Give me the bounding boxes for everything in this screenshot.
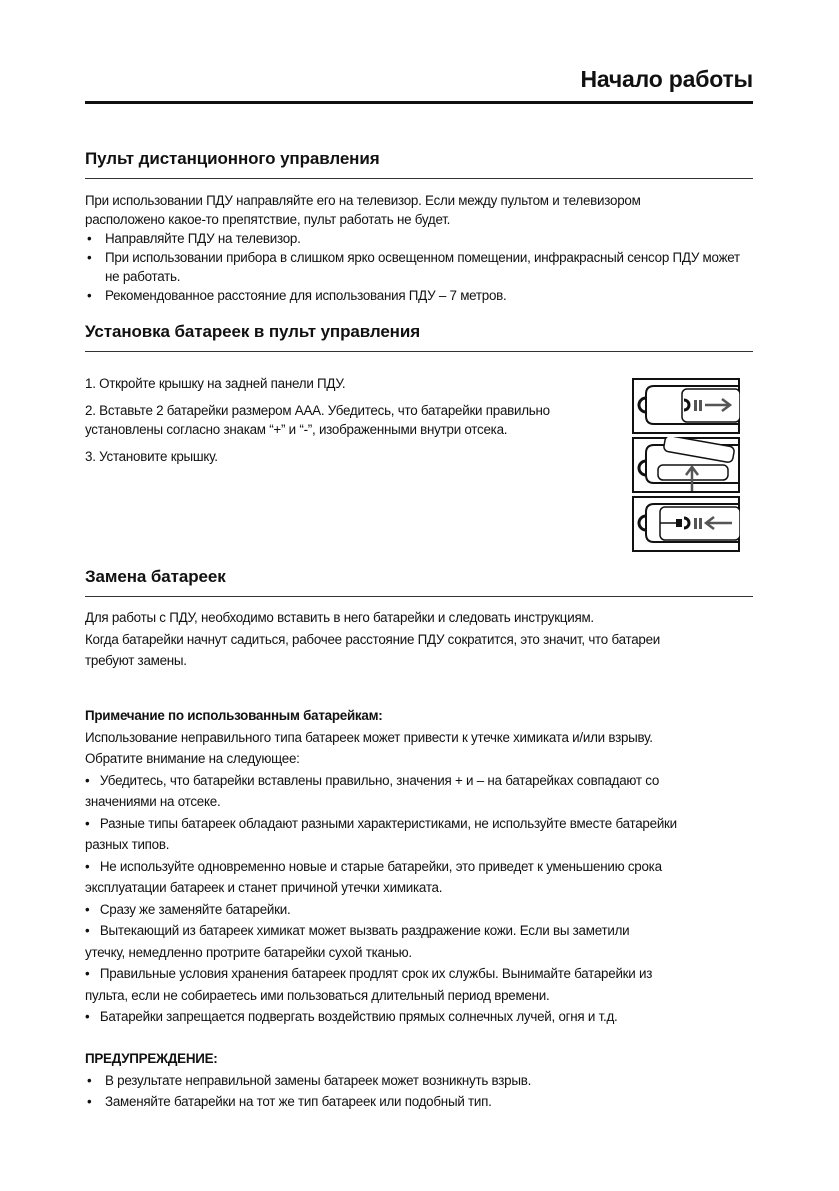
paragraph: расположено какое-то препятствие, пульт работать не будет. <box>85 212 451 227</box>
section-heading-install: Установка батареек в пульт управления <box>85 322 421 341</box>
battery-installation-illustration <box>632 378 740 555</box>
section-divider <box>85 178 753 179</box>
step: 1. Откройте крышку на задней панели ПДУ. <box>85 376 346 391</box>
insert-batteries-figure <box>632 437 740 493</box>
paragraph: Для работы с ПДУ, необходимо вставить в него батарейки и следовать инструкциям. <box>85 610 594 625</box>
section-divider <box>85 351 753 352</box>
warning-heading: ПРЕДУПРЕЖДЕНИЕ: <box>85 1051 218 1066</box>
paragraph: При использовании ПДУ направляйте его на телевизор. Если между пультом и телевизором <box>85 193 641 208</box>
paragraph: Использование неправильного типа батареек может привести к утечке химиката и/или взрыву. <box>85 729 653 745</box>
list-item: • В результате неправильной замены батареек может возникнуть взрыв. <box>85 1070 753 1092</box>
list-item-continuation: утечку, немедленно протрите батарейки сухой тканью. <box>85 944 412 960</box>
step: 2. Вставьте 2 батарейки размером ААА. Убедитесь, что батарейки правильно установлены согласно знакам “+” и “-”, изображенными внутри отсека. <box>85 403 550 437</box>
list-item-continuation: эксплуатации батареек и станет причиной утечки химиката. <box>85 880 443 895</box>
list-item: • Батарейки запрещается подвергать воздействию прямых солнечных лучей, огня и т.д. <box>85 1009 618 1024</box>
step: 3. Установите крышку. <box>85 449 218 464</box>
list-item: • Убедитесь, что батарейки вставлены правильно, значения + и – на батарейках совпадают со <box>85 772 660 788</box>
list-item: • Не используйте одновременно новые и старые батарейки, это приведет к уменьшению срока <box>85 858 662 874</box>
title-divider <box>85 101 753 104</box>
list-item: • При использовании прибора в слишком ярко освещенном помещении, инфракрасный сенсор ПДУ может не работать. <box>85 248 745 286</box>
section-heading-replace: Замена батареек <box>85 567 226 586</box>
paragraph: Обратите внимание на следующее: <box>85 751 300 766</box>
list-item-continuation: разных типов. <box>85 837 170 852</box>
section-divider <box>85 596 753 597</box>
list-item: • Заменяйте батарейки на тот же тип батареек или подобный тип. <box>85 1091 753 1113</box>
list-item-continuation: пульта, если не собираетесь ими пользоваться длительный период времени. <box>85 987 550 1003</box>
list-item: • Сразу же заменяйте батарейки. <box>85 901 291 917</box>
paragraph: Когда батарейки начнут садиться, рабочее расстояние ПДУ сократится, это значит, что батареи <box>85 631 661 647</box>
note-heading: Примечание по использованным батарейкам: <box>85 708 383 723</box>
note-list <box>85 770 753 1028</box>
list-item-continuation: значениями на отсеке. <box>85 794 221 809</box>
paragraph: требуют замены. <box>85 653 187 668</box>
note-block <box>85 705 753 1028</box>
page-title: Начало работы <box>580 66 753 92</box>
replace-text <box>85 607 753 672</box>
list-item: • Вытекающий из батареек химикат может вызвать раздражение кожи. Если вы заметили <box>85 923 630 938</box>
install-steps <box>85 374 585 474</box>
list-item: • Направляйте ПДУ на телевизор. <box>85 229 753 248</box>
open-cover-figure <box>632 378 740 434</box>
section-heading-remote: Пульт дистанционного управления <box>85 149 380 168</box>
list-item: • Разные типы батареек обладают разными характеристиками, не используйте вместе батарейки <box>85 815 677 831</box>
remote-text <box>85 191 753 305</box>
warning-block <box>85 1048 753 1113</box>
list-item: • Рекомендованное расстояние для использования ПДУ – 7 метров. <box>85 286 753 305</box>
close-cover-figure <box>632 496 740 552</box>
list-item: • Правильные условия хранения батареек продлят срок их службы. Вынимайте батарейки из <box>85 966 653 981</box>
